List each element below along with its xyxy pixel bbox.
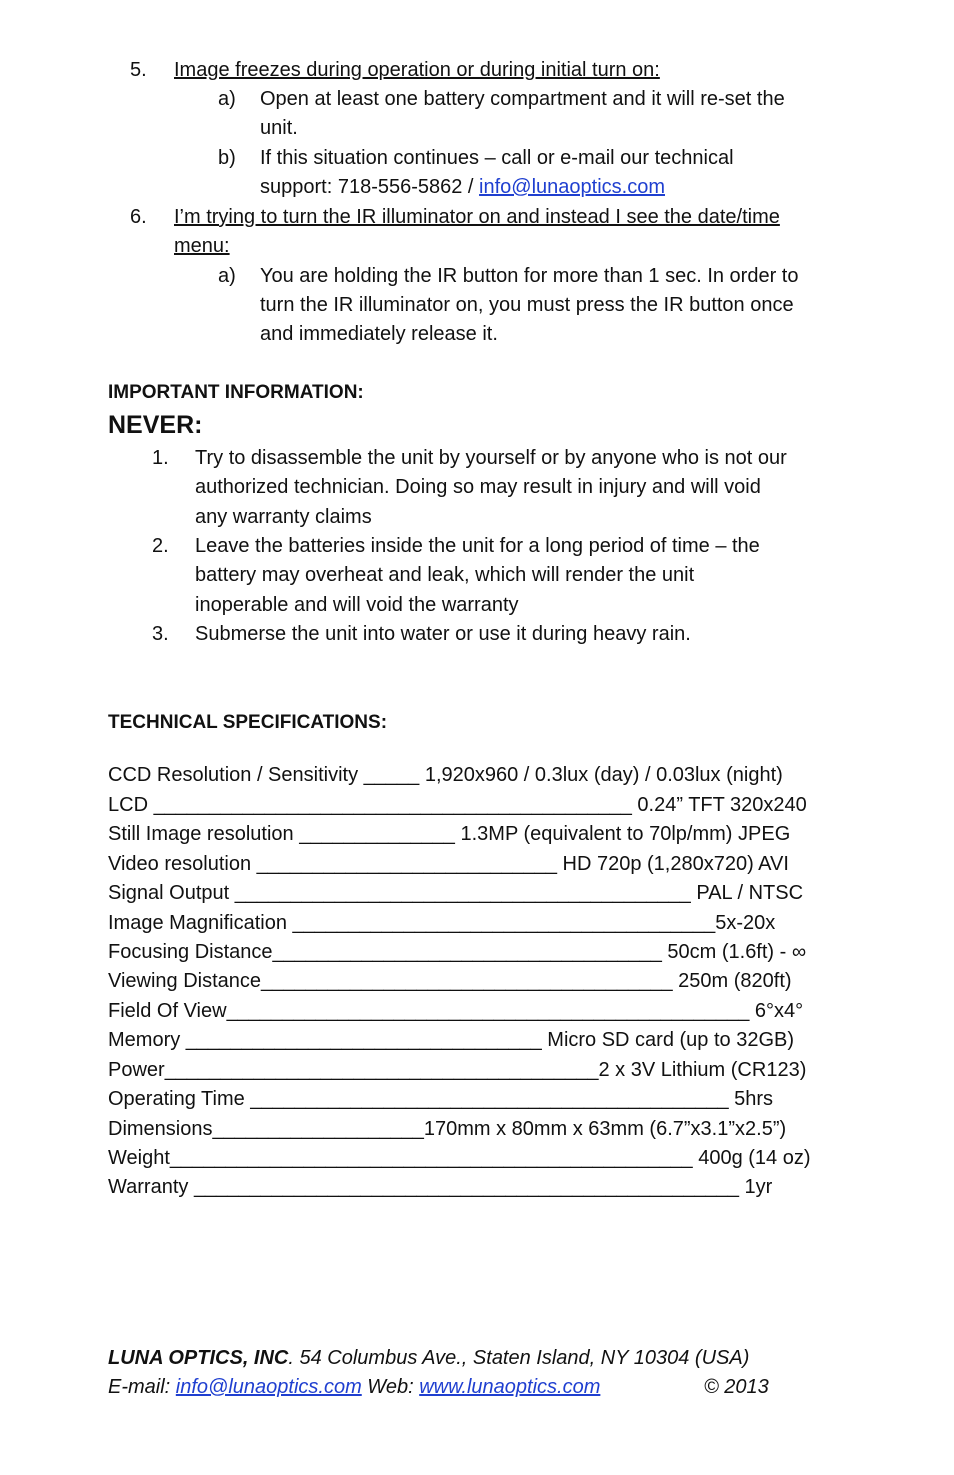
item-5a-line2: unit.: [260, 117, 298, 139]
never-item-1-line3: any warranty claims: [195, 506, 372, 528]
never-item-2-line2: battery may overheat and leak, which will render the unit: [195, 564, 695, 586]
spec-row: Still Image resolution ______________ 1.3MP (equivalent to 70lp/mm) JPEG: [108, 823, 791, 845]
footer-web-label: Web:: [361, 1376, 420, 1398]
never-item-1-line1: Try to disassemble the unit by yourself or by anyone who is not our: [195, 447, 787, 469]
never-item-2-number: 2.: [152, 535, 169, 557]
item-5-title: Image freezes during operation or during initial turn on:: [174, 59, 660, 81]
spec-row: Memory ________________________________ Micro SD card (up to 32GB): [108, 1029, 795, 1051]
item-5a-label: a): [218, 88, 236, 110]
spec-row: Video resolution ___________________________ HD 720p (1,280x720) AVI: [108, 853, 789, 875]
never-item-1-line2: authorized technician. Doing so may result in injury and will void: [195, 476, 761, 498]
item-6-number: 6.: [130, 206, 147, 228]
never-item-1-number: 1.: [152, 447, 169, 469]
footer-email-label: E-mail:: [108, 1376, 176, 1398]
footer-company-name: LUNA OPTICS, INC: [108, 1347, 289, 1369]
spec-row: Power_______________________________________2 x 3V Lithium (CR123): [108, 1059, 807, 1081]
spec-row: Signal Output _________________________________________ PAL / NTSC: [108, 882, 804, 904]
footer-address-line: [108, 1348, 749, 1368]
spec-row: Image Magnification ______________________________________5x-20x: [108, 912, 776, 934]
footer-copyright: © 2013: [704, 1376, 769, 1398]
never-item-2-line1: Leave the batteries inside the unit for a long period of time – the: [195, 535, 760, 557]
item-5a-line1: Open at least one battery compartment and it will re-set the: [260, 88, 785, 110]
never-heading: NEVER:: [108, 411, 203, 439]
item-6-title-line1: I’m trying to turn the IR illuminator on and instead I see the date/time: [174, 206, 780, 228]
item-5b-line2: [260, 177, 665, 197]
item-6a-line1: You are holding the IR button for more than 1 sec. In order to: [260, 265, 799, 287]
never-item-2-line3: inoperable and will void the warranty: [195, 594, 519, 616]
item-5b-label: b): [218, 147, 236, 169]
footer-email-link[interactable]: info@lunaoptics.com: [175, 1376, 362, 1398]
spec-row: Focusing Distance___________________________________ 50cm (1.6ft) - ∞: [108, 941, 807, 963]
spec-row: CCD Resolution / Sensitivity _____ 1,920x960 / 0.3lux (day) / 0.03lux (night): [108, 764, 783, 786]
item-5b-line1: If this situation continues – call or e-mail our technical: [260, 147, 734, 169]
item-5-number: 5.: [130, 59, 147, 81]
important-heading: IMPORTANT INFORMATION:: [108, 382, 364, 403]
footer-address: . 54 Columbus Ave., Staten Island, NY 10304 (USA): [288, 1347, 750, 1369]
never-item-3-number: 3.: [152, 623, 169, 645]
footer-web-link[interactable]: www.lunaoptics.com: [419, 1376, 601, 1398]
spec-row: Warranty _________________________________________________ 1yr: [108, 1176, 773, 1198]
support-phone-text: support: 718-556-5862 /: [260, 176, 480, 198]
spec-row: Weight_______________________________________________ 400g (14 oz): [108, 1147, 811, 1169]
spec-row: LCD ___________________________________________ 0.24” TFT 320x240: [108, 794, 807, 816]
specs-heading: TECHNICAL SPECIFICATIONS:: [108, 712, 388, 733]
item-6a-line2: turn the IR illuminator on, you must press the IR button once: [260, 294, 794, 316]
item-6a-label: a): [218, 265, 236, 287]
spec-row: Field Of View_______________________________________________ 6°x4°: [108, 1000, 804, 1022]
never-item-3-line1: Submerse the unit into water or use it during heavy rain.: [195, 623, 691, 645]
support-email-link[interactable]: info@lunaoptics.com: [479, 176, 665, 198]
spec-row: Viewing Distance_____________________________________ 250m (820ft): [108, 970, 792, 992]
spec-row: Operating Time ___________________________________________ 5hrs: [108, 1088, 774, 1110]
item-6a-line3: and immediately release it.: [260, 323, 498, 345]
footer-contact-line: [108, 1377, 600, 1397]
item-6-title-line2: menu:: [174, 235, 230, 257]
spec-row: Dimensions___________________170mm x 80mm x 63mm (6.7”x3.1”x2.5”): [108, 1118, 787, 1140]
